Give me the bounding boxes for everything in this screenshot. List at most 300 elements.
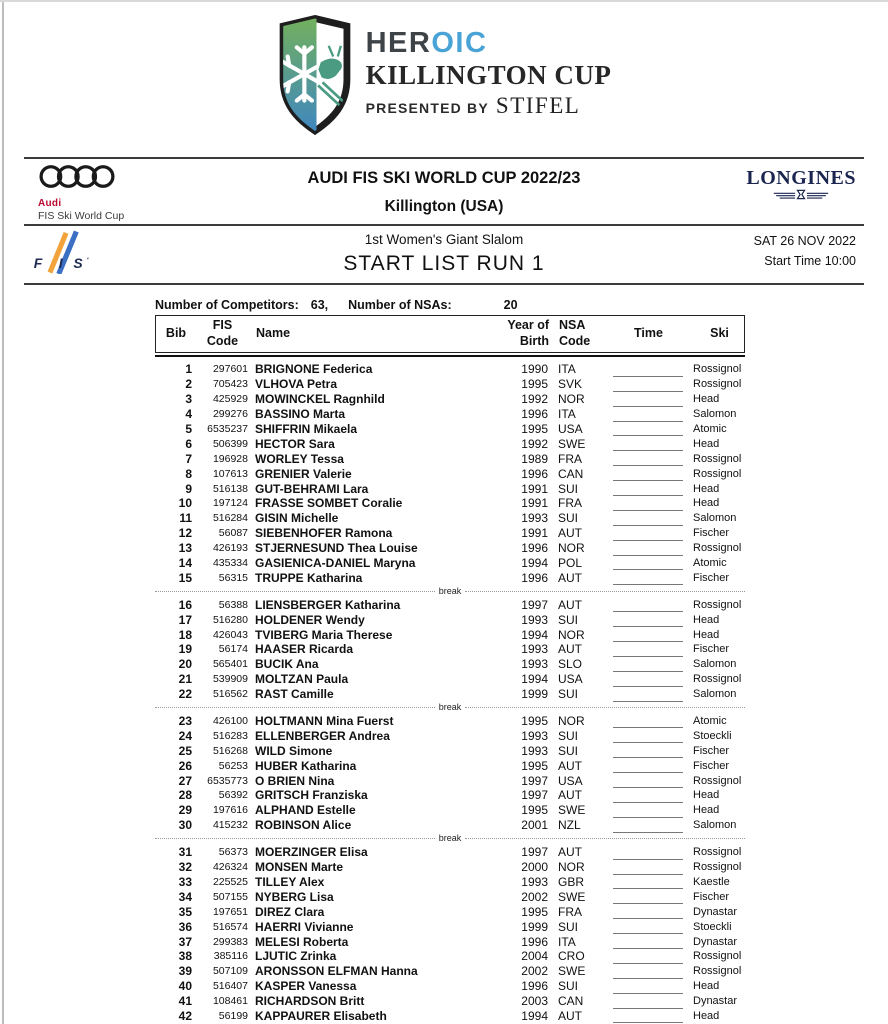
table-row <box>155 481 745 496</box>
fis-code-cell: 426324 <box>212 861 248 874</box>
ski-cell: Head <box>693 497 720 510</box>
time-blank-line <box>613 529 683 541</box>
time-cell <box>603 612 692 627</box>
name-cell: DIREZ Clara <box>255 904 325 919</box>
time-cell <box>603 481 692 496</box>
bib-cell: 28 <box>178 788 192 803</box>
time-blank-line <box>613 573 683 585</box>
fis-code-cell: 297601 <box>212 363 248 376</box>
time-blank-line <box>613 731 683 743</box>
ski-cell: Head <box>693 482 720 495</box>
time-cell <box>603 803 692 818</box>
time-cell <box>603 526 692 541</box>
time-cell <box>603 949 692 964</box>
ski-cell: Salomon <box>693 688 737 701</box>
race-name: 1st Women's Giant Slalom <box>364 232 524 247</box>
year-cell: 1995 <box>521 803 548 818</box>
bib-cell: 1 <box>185 362 192 377</box>
fis-code-cell: 196928 <box>212 452 248 465</box>
nsa-cell: ITA <box>558 407 576 422</box>
year-cell: 1997 <box>521 597 548 612</box>
time-blank-line <box>613 1011 683 1023</box>
time-blank-line <box>613 544 683 556</box>
name-cell: MONSEN Marte <box>255 860 344 875</box>
col-header-fis-code: FIS Code <box>206 318 239 348</box>
heroic-her: HER <box>365 27 432 59</box>
competition-title: AUDI FIS SKI WORLD CUP 2022/23 <box>307 169 581 187</box>
time-cell <box>603 714 692 729</box>
fis-code-cell: 507109 <box>212 965 248 978</box>
time-blank-line <box>613 484 683 496</box>
fis-code-cell: 56388 <box>218 598 248 611</box>
year-cell: 1995 <box>521 422 548 436</box>
bib-cell: 20 <box>178 657 192 672</box>
group-break <box>155 702 745 714</box>
table-header <box>155 315 745 353</box>
year-cell: 1994 <box>521 1008 548 1023</box>
time-cell <box>603 964 692 979</box>
time-cell <box>603 875 692 890</box>
bib-cell: 12 <box>178 526 192 541</box>
competitors-summary <box>155 298 745 312</box>
year-cell: 1996 <box>521 570 548 585</box>
table-row <box>155 875 745 890</box>
fis-code-cell: 225525 <box>212 875 248 888</box>
ski-cell: Head <box>693 437 720 450</box>
table-row <box>155 511 745 526</box>
nsa-cell: AUT <box>558 526 582 541</box>
svg-text:I: I <box>58 255 63 272</box>
table-row <box>155 889 745 904</box>
table-row <box>155 964 745 979</box>
fis-code-cell: 507155 <box>212 890 248 903</box>
bib-cell: 26 <box>178 758 192 773</box>
longines-winged-hourglass-icon <box>772 188 830 205</box>
time-blank-line <box>613 690 683 702</box>
time-blank-line <box>613 424 683 436</box>
name-cell: GRENIER Valerie <box>255 466 352 481</box>
break-label: break <box>438 702 462 713</box>
year-cell: 2003 <box>521 994 548 1009</box>
time-cell <box>603 451 692 466</box>
name-cell: HAERRI Vivianne <box>255 919 354 934</box>
ski-cell: Rossignol <box>693 950 742 963</box>
year-cell: 1997 <box>521 845 548 860</box>
ski-cell: Rossignol <box>693 774 742 787</box>
name-cell: HOLDENER Wendy <box>255 612 365 627</box>
table-row <box>155 714 745 729</box>
table-row <box>155 672 745 687</box>
time-cell <box>603 994 692 1009</box>
col-header-name: Name <box>256 326 291 341</box>
audi-sublabel: FIS Ski World Cup <box>38 210 125 222</box>
table-row <box>155 556 745 571</box>
fis-code-cell: 539909 <box>212 673 248 686</box>
ski-cell: Rossignol <box>693 673 742 686</box>
name-cell: WORLEY Tessa <box>255 451 344 466</box>
fis-code-cell: 56174 <box>218 643 248 656</box>
stifel-wordmark: STIFEL <box>495 93 581 119</box>
year-cell: 1996 <box>521 541 548 556</box>
table-row <box>155 466 745 481</box>
ski-cell: Stoeckli <box>693 920 732 933</box>
nsa-cell: SVK <box>558 377 583 392</box>
table-row <box>155 436 745 451</box>
svg-text:': ' <box>86 255 89 265</box>
name-cell: TVIBERG Maria Therese <box>255 627 393 642</box>
ski-cell: Head <box>693 613 720 626</box>
nsa-cell: SWE <box>558 803 586 818</box>
nsa-cell: ITA <box>558 362 576 377</box>
fis-code-cell: 197124 <box>212 497 248 510</box>
col-header-ski: Ski <box>710 326 729 341</box>
bib-cell: 21 <box>178 672 192 687</box>
bib-cell: 34 <box>178 889 192 904</box>
ski-cell: Salomon <box>693 512 737 525</box>
bib-cell: 24 <box>178 728 192 743</box>
ski-cell: Head <box>693 804 720 817</box>
table-row <box>155 627 745 642</box>
event-logo <box>0 0 888 157</box>
table-row <box>155 526 745 541</box>
year-cell: 1991 <box>521 526 548 541</box>
time-blank-line <box>613 806 683 818</box>
name-cell: HOLTMANN Mina Fuerst <box>255 714 394 729</box>
fis-code-cell: 107613 <box>212 467 248 480</box>
bib-cell: 31 <box>178 845 192 860</box>
year-cell: 2000 <box>521 860 548 875</box>
name-cell: RAST Camille <box>255 687 334 702</box>
ski-cell: Fischer <box>693 643 730 656</box>
name-cell: O BRIEN Nina <box>255 773 335 788</box>
time-cell <box>603 919 692 934</box>
table-row <box>155 904 745 919</box>
bib-cell: 33 <box>178 874 192 889</box>
group-break <box>155 585 745 597</box>
year-cell: 1994 <box>521 627 548 642</box>
ski-cell: Fischer <box>693 744 730 757</box>
fis-code-cell: 516562 <box>212 688 248 701</box>
col-header-time: Time <box>634 326 663 341</box>
time-cell <box>603 556 692 571</box>
year-cell: 1995 <box>521 904 548 919</box>
competitors-count: 63, <box>310 298 329 312</box>
time-cell <box>603 889 692 904</box>
year-cell: 1995 <box>521 377 548 392</box>
time-cell <box>603 860 692 875</box>
audi-rings-icon <box>38 178 116 195</box>
time-cell <box>603 466 692 481</box>
break-line-right <box>465 707 745 708</box>
time-blank-line <box>613 937 683 949</box>
table-body <box>155 362 745 1023</box>
time-blank-line <box>613 469 683 481</box>
time-blank-line <box>613 558 683 570</box>
year-cell: 1994 <box>521 672 548 687</box>
table-row <box>155 845 745 860</box>
name-cell: SHIFFRIN Mikaela <box>255 422 358 436</box>
col-header-bib: Bib <box>165 326 187 341</box>
year-cell: 1996 <box>521 466 548 481</box>
ski-cell: Salomon <box>693 408 737 421</box>
table-header-rule <box>155 355 745 357</box>
break-label: break <box>438 585 462 596</box>
nsa-cell: AUT <box>558 642 582 657</box>
ski-cell: Rossignol <box>693 378 742 391</box>
bib-cell: 40 <box>178 979 192 994</box>
time-cell <box>603 672 692 687</box>
time-blank-line <box>613 395 683 407</box>
time-cell <box>603 362 692 377</box>
ski-cell: Head <box>693 1009 720 1022</box>
table-row <box>155 422 745 437</box>
break-line-left <box>155 838 435 839</box>
nsa-cell: CRO <box>558 949 585 964</box>
ski-cell: Head <box>693 980 720 993</box>
break-line-left <box>155 707 435 708</box>
presented-by-label: PRESENTED BY <box>365 100 489 117</box>
fis-code-cell: 516574 <box>212 920 248 933</box>
name-cell: VLHOVA Petra <box>255 377 338 392</box>
name-cell: GUT-BEHRAMI Lara <box>255 481 369 496</box>
nsa-cell: CAN <box>558 466 584 481</box>
ski-cell: Rossignol <box>693 965 742 978</box>
ski-cell: Fischer <box>693 571 730 584</box>
name-cell: KAPPAURER Elisabeth <box>255 1008 387 1023</box>
svg-text:S: S <box>73 255 83 272</box>
time-blank-line <box>613 615 683 627</box>
table-row <box>155 994 745 1009</box>
year-cell: 1996 <box>521 934 548 949</box>
time-cell <box>603 818 692 833</box>
competition-location: Killington (USA) <box>384 198 504 215</box>
name-cell: ROBINSON Alice <box>255 818 352 833</box>
nsa-cell: FRA <box>558 904 582 919</box>
col-header-nsa-code: NSA Code <box>559 318 591 348</box>
table-row <box>155 758 745 773</box>
time-cell <box>603 597 692 612</box>
time-blank-line <box>613 761 683 773</box>
year-cell: 1993 <box>521 642 548 657</box>
bib-cell: 25 <box>178 743 192 758</box>
bib-cell: 30 <box>178 818 192 833</box>
table-row <box>155 657 745 672</box>
ski-cell: Atomic <box>693 715 727 728</box>
name-cell: NYBERG Lisa <box>255 889 334 904</box>
ski-cell: Salomon <box>693 658 737 671</box>
name-cell: BRIGNONE Federica <box>255 362 373 377</box>
year-cell: 1991 <box>521 496 548 511</box>
time-cell <box>603 511 692 526</box>
bib-cell: 35 <box>178 904 192 919</box>
bib-cell: 17 <box>178 612 192 627</box>
time-blank-line <box>613 982 683 994</box>
year-cell: 1996 <box>521 407 548 422</box>
nsa-cell: AUT <box>558 788 582 803</box>
table-row <box>155 496 745 511</box>
time-blank-line <box>613 645 683 657</box>
time-cell <box>603 541 692 556</box>
time-blank-line <box>613 514 683 526</box>
break-line-right <box>465 591 745 592</box>
nsa-cell: SLO <box>558 657 583 672</box>
year-cell: 1990 <box>521 362 548 377</box>
name-cell: GISIN Michelle <box>255 511 339 526</box>
name-cell: ELLENBERGER Andrea <box>255 728 390 743</box>
year-cell: 2001 <box>521 818 548 833</box>
table-row <box>155 612 745 627</box>
year-cell: 1989 <box>521 451 548 466</box>
time-cell <box>603 904 692 919</box>
time-blank-line <box>613 454 683 466</box>
nsa-cell: AUT <box>558 570 582 585</box>
time-cell <box>603 845 692 860</box>
killington-shield-icon <box>277 12 353 144</box>
nsa-cell: NOR <box>558 860 585 875</box>
fis-code-cell: 506399 <box>212 437 248 450</box>
fis-code-cell: 516280 <box>212 613 248 626</box>
table-row <box>155 407 745 422</box>
group-break <box>155 833 745 845</box>
ski-cell: Rossignol <box>693 542 742 555</box>
nsa-cell: GBR <box>558 874 585 889</box>
nsa-cell: AUT <box>558 1008 582 1023</box>
nsa-cell: NOR <box>558 714 585 729</box>
ski-cell: Rossignol <box>693 861 742 874</box>
bib-cell: 18 <box>178 627 192 642</box>
year-cell: 2002 <box>521 889 548 904</box>
nsa-cell: AUT <box>558 597 582 612</box>
bib-cell: 14 <box>178 556 192 571</box>
nsa-cell: SUI <box>558 612 579 627</box>
fis-code-cell: 6535773 <box>207 774 248 787</box>
name-cell: ARONSSON ELFMAN Hanna <box>255 964 418 979</box>
ski-cell: Head <box>693 628 720 641</box>
bib-cell: 5 <box>185 422 192 436</box>
bib-cell: 2 <box>185 377 192 392</box>
time-blank-line <box>613 997 683 1009</box>
ski-cell: Fischer <box>693 890 730 903</box>
fis-code-cell: 56199 <box>218 1009 248 1022</box>
nsas-label: Number of NSAs: <box>348 298 452 312</box>
time-cell <box>603 687 692 702</box>
nsa-cell: NOR <box>558 392 585 407</box>
ski-cell: Rossignol <box>693 598 742 611</box>
table-row <box>155 392 745 407</box>
fis-code-cell: 385116 <box>213 950 248 963</box>
bib-cell: 29 <box>178 803 192 818</box>
year-cell: 1992 <box>521 436 548 451</box>
fis-code-cell: 516284 <box>212 512 248 525</box>
table-row <box>155 743 745 758</box>
fis-code-cell: 56373 <box>218 846 248 859</box>
fis-code-cell: 516268 <box>212 744 248 757</box>
bib-cell: 7 <box>185 451 192 466</box>
time-blank-line <box>613 439 683 451</box>
fis-code-cell: 425929 <box>212 393 248 406</box>
name-cell: BUCIK Ana <box>255 657 319 672</box>
time-blank-line <box>613 863 683 875</box>
page-edge-left <box>2 0 4 1024</box>
table-row <box>155 451 745 466</box>
audi-label: Audi <box>38 198 62 209</box>
ski-cell: Dynastar <box>693 995 738 1008</box>
time-cell <box>603 788 692 803</box>
bib-cell: 3 <box>185 392 192 407</box>
name-cell: STJERNESUND Thea Louise <box>255 541 418 556</box>
nsa-cell: SWE <box>558 889 586 904</box>
nsa-cell: SUI <box>558 728 579 743</box>
ski-cell: Kaestle <box>693 875 730 888</box>
nsa-cell: SWE <box>558 964 586 979</box>
bib-cell: 13 <box>178 541 192 556</box>
name-cell: WILD Simone <box>255 743 333 758</box>
time-blank-line <box>613 892 683 904</box>
ski-cell: Rossignol <box>693 363 742 376</box>
fis-code-cell: 56253 <box>218 759 248 772</box>
time-cell <box>603 979 692 994</box>
svg-text:F: F <box>33 255 43 272</box>
fis-code-cell: 56087 <box>218 527 248 540</box>
fis-code-cell: 516407 <box>212 980 248 993</box>
fis-code-cell: 565401 <box>212 658 248 671</box>
table-row <box>155 642 745 657</box>
time-blank-line <box>613 380 683 392</box>
time-blank-line <box>613 410 683 422</box>
bib-cell: 38 <box>178 949 192 964</box>
year-cell: 1999 <box>521 687 548 702</box>
nsa-cell: SUI <box>558 687 579 702</box>
time-blank-line <box>613 922 683 934</box>
bib-cell: 39 <box>178 964 192 979</box>
table-row <box>155 687 745 702</box>
document-header <box>24 157 864 285</box>
nsas-count: 20 <box>503 298 518 312</box>
col-header-year-of-birth: Year of Birth <box>507 318 549 348</box>
table-row <box>155 934 745 949</box>
year-cell: 1993 <box>521 728 548 743</box>
year-cell: 1995 <box>521 714 548 729</box>
time-blank-line <box>613 967 683 979</box>
time-cell <box>603 1009 692 1024</box>
name-cell: TILLEY Alex <box>255 874 325 889</box>
time-blank-line <box>613 848 683 860</box>
time-cell <box>603 570 692 585</box>
ski-cell: Atomic <box>693 423 727 435</box>
longines-logo-block <box>674 162 864 222</box>
fis-logo <box>24 228 214 279</box>
name-cell: RICHARDSON Britt <box>255 994 365 1009</box>
name-cell: FRASSE SOMBET Coralie <box>255 496 403 511</box>
fis-code-cell: 705423 <box>212 378 248 391</box>
table-row <box>155 788 745 803</box>
table-row <box>155 979 745 994</box>
year-cell: 1993 <box>521 511 548 526</box>
time-blank-line <box>613 716 683 728</box>
name-cell: ALPHAND Estelle <box>255 803 356 818</box>
time-blank-line <box>613 660 683 672</box>
year-cell: 1997 <box>521 788 548 803</box>
time-cell <box>603 407 692 422</box>
fis-code-cell: 56392 <box>218 789 248 802</box>
ski-cell: Head <box>693 393 720 406</box>
fis-code-cell: 6535237 <box>207 423 248 435</box>
ski-cell: Stoeckli <box>693 729 732 742</box>
table-row <box>155 362 745 377</box>
table-row <box>155 728 745 743</box>
bib-cell: 15 <box>178 570 192 585</box>
fis-code-cell: 426100 <box>212 715 248 728</box>
